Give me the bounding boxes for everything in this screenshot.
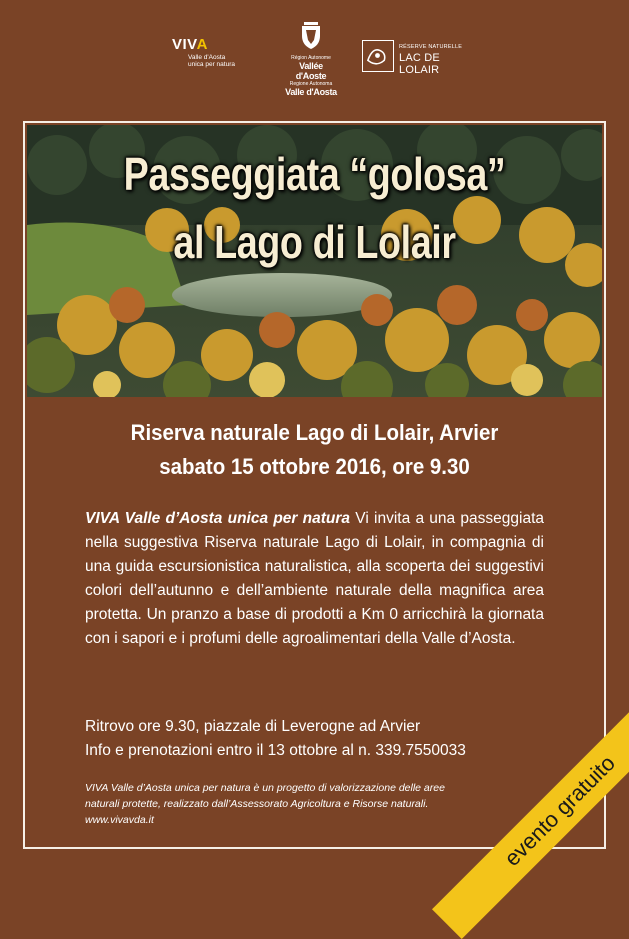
viva-logo [172,36,272,76]
lolair-logo-icon [362,40,394,72]
website-link[interactable]: www.vivavda.it [85,814,154,826]
event-datetime: sabato 15 ottobre 2016, ore 9.30 [159,454,470,479]
event-description [85,507,544,651]
event-location: Riserva naturale Lago di Lolair, Arvier [130,420,499,445]
free-event-ribbon: evento gratuito [432,683,629,939]
viva-logo-tagline: Valle d'Aosta unica per natura [188,54,235,68]
description-lead: VIVA Valle d’Aosta unica per natura [85,510,351,527]
event-title-line-1: Passeggiata “golosa” [123,148,506,200]
logo-bar [0,18,629,98]
region-crest-icon [298,20,324,50]
meeting-info [85,715,565,763]
region-logo: Région Autonome Vallée d'Aoste Regione Autonoma Valle d'Aosta [283,20,339,92]
booking-info: Info e prenotazioni entro il 13 ottobre al n. 339.7550033 [85,742,466,759]
project-note [85,780,475,828]
event-title-line-2: al Lago di Lolair [173,216,456,268]
lolair-reserve-logo: RÉSERVE NATURELLE LAC DE LOLAIR [362,40,472,74]
viva-logo-mark-accent: A [196,36,208,53]
meeting-point: Ritrovo ore 9.30, piazzale di Leverogne ad Arvier [85,718,421,735]
viva-logo-mark: VIV [172,36,197,53]
description-text: Vi invita a una passeggiata nella suggestiva Riserva naturale Lago di Lolair, in compagnia di una guida escursionistica naturalistica, alla scoperta dei suggestivi colori dell’autunno e dell’ambiente naturale della magnifica area protetta. Un pranzo a base di prodotti a Km 0 arricchirà la giornata con i sapori e i profumi delle agroalimentari della Valle d’Aosta. [85,510,544,647]
project-note-text: VIVA Valle d’Aosta unica per natura è un progetto di valorizzazione delle aree naturali protette, realizzato dall’Assessorato Agricoltura e Risorse naturali. [85,782,445,810]
